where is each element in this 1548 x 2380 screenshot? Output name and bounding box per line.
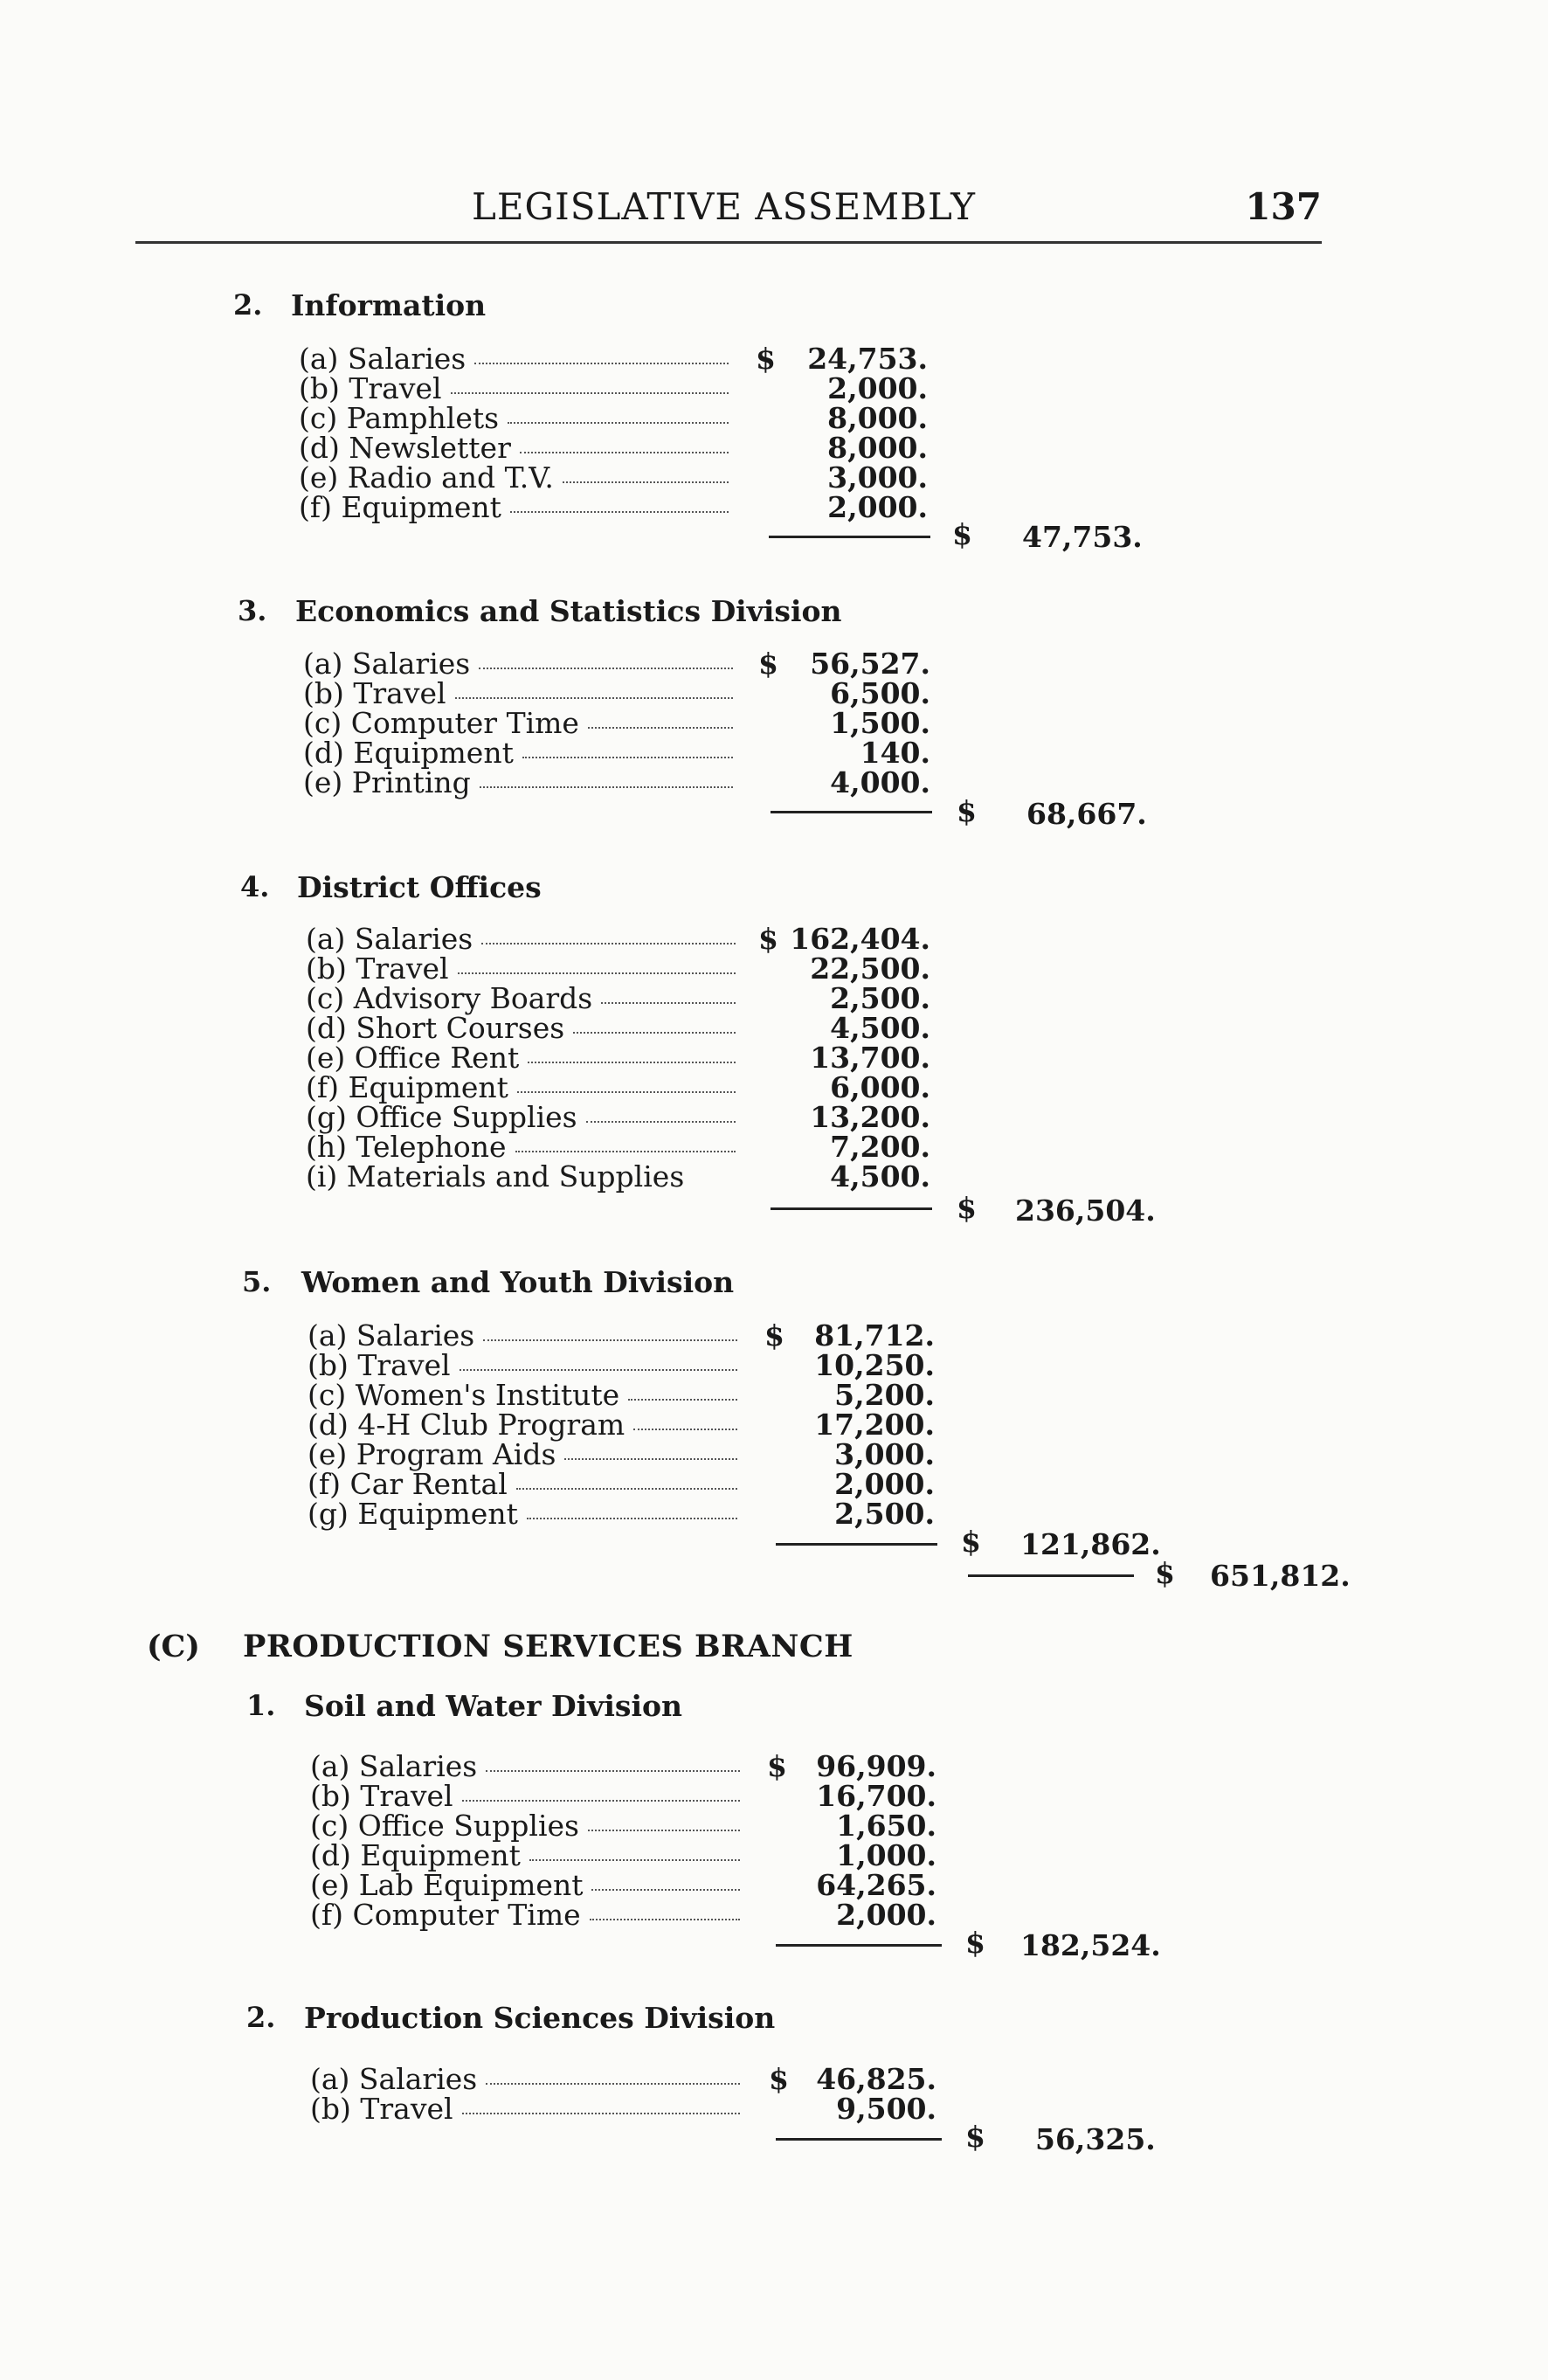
line-amount: 4,000. <box>830 765 930 799</box>
line-amount: 3,000. <box>834 1437 935 1471</box>
line-amount: 2,000. <box>834 1467 935 1501</box>
line-item: (b) Travel <box>308 1351 743 1380</box>
line-amount: 17,200. <box>814 1408 935 1442</box>
line-item: (e) Program Aids <box>308 1440 743 1470</box>
line-amount: 6,000. <box>830 1070 930 1104</box>
line-item: (e) Printing <box>303 768 738 798</box>
currency-sign: $ <box>961 1525 981 1559</box>
subtotal-rule <box>776 2138 942 2141</box>
line-item: (a) Salaries <box>310 1752 745 1782</box>
line-amount: 1,650. <box>836 1809 936 1843</box>
line-amount: 7,200. <box>830 1130 930 1164</box>
branch-total-rule <box>968 1574 1134 1577</box>
subtotal-rule <box>769 536 930 538</box>
line-amount: 140. <box>860 736 930 770</box>
page-header <box>135 185 1322 239</box>
line-item: (g) Equipment <box>308 1499 743 1529</box>
line-amount: 1,500. <box>830 706 930 740</box>
header-rule <box>135 241 1322 244</box>
line-item: (a) Salaries <box>310 2065 745 2094</box>
currency-sign: $ <box>758 647 778 681</box>
line-amount: 81,712. <box>814 1318 935 1353</box>
line-amount: 4,500. <box>830 1159 930 1193</box>
section-number: 4. <box>240 870 270 903</box>
line-amount: 8,000. <box>827 431 928 465</box>
line-amount: 2,000. <box>827 371 928 405</box>
currency-sign: $ <box>764 1318 784 1353</box>
line-amount: 96,909. <box>816 1749 936 1783</box>
line-amount: 13,200. <box>810 1100 930 1134</box>
section-subtotal: 68,667. <box>1026 797 1147 831</box>
line-amount: 9,500. <box>836 2092 936 2126</box>
section-heading: District Offices <box>297 870 542 904</box>
currency-sign: $ <box>767 1749 787 1783</box>
page-number: 137 <box>1245 185 1322 228</box>
line-amount: 162,404. <box>790 922 930 956</box>
subtotal-rule <box>776 1543 937 1546</box>
line-item: (d) Equipment <box>310 1841 745 1871</box>
section-heading: Economics and Statistics Division <box>295 594 842 628</box>
currency-sign: $ <box>952 517 972 551</box>
subtotal-rule <box>771 1207 932 1210</box>
line-item: (d) 4-H Club Program <box>308 1410 743 1440</box>
line-item: (c) Pamphlets <box>299 404 734 433</box>
line-item: (a) Salaries <box>299 344 734 374</box>
line-item: (a) Salaries <box>306 924 741 954</box>
currency-sign: $ <box>1155 1556 1175 1590</box>
line-item: (f) Computer Time <box>310 1900 745 1930</box>
branch-title: PRODUCTION SERVICES BRANCH <box>243 1629 853 1664</box>
line-item: (a) Salaries <box>308 1321 743 1351</box>
line-item: (f) Equipment <box>299 493 734 522</box>
line-amount: 10,250. <box>814 1348 935 1382</box>
line-item: (c) Office Supplies <box>310 1811 745 1841</box>
line-item: (b) Travel <box>306 954 741 984</box>
line-amount: 2,000. <box>836 1898 936 1932</box>
line-item: (d) Short Courses <box>306 1014 741 1043</box>
section-subtotal: 182,524. <box>1020 1928 1161 1962</box>
section-subtotal: 121,862. <box>1020 1527 1161 1561</box>
currency-sign: $ <box>965 2120 985 2154</box>
currency-sign: $ <box>957 794 977 828</box>
line-item: (b) Travel <box>303 679 738 709</box>
line-item: (f) Car Rental <box>308 1470 743 1499</box>
section-number: 5. <box>242 1265 272 1298</box>
line-amount: 56,527. <box>810 647 930 681</box>
line-amount: 22,500. <box>810 951 930 986</box>
line-amount: 4,500. <box>830 1011 930 1045</box>
currency-sign: $ <box>758 922 778 956</box>
section-number: 2. <box>233 288 263 322</box>
line-item: (c) Women's Institute <box>308 1380 743 1410</box>
line-item: (b) Travel <box>299 374 734 404</box>
line-amount: 6,500. <box>830 676 930 710</box>
section-number: 1. <box>246 1689 276 1722</box>
line-item: (h) Telephone <box>306 1132 741 1162</box>
line-item: (b) Travel <box>310 2094 745 2124</box>
section-subtotal: 236,504. <box>1015 1193 1156 1228</box>
line-item: (i) Materials and Supplies <box>306 1159 685 1193</box>
currency-sign: $ <box>756 342 776 376</box>
line-amount: 13,700. <box>810 1041 930 1075</box>
section-number: 2. <box>246 2001 276 2034</box>
page-title: LEGISLATIVE ASSEMBLY <box>472 185 976 228</box>
line-item: (g) Office Supplies <box>306 1103 741 1132</box>
line-amount: 5,200. <box>834 1378 935 1412</box>
line-item: (e) Office Rent <box>306 1043 741 1073</box>
currency-sign: $ <box>957 1191 977 1225</box>
line-item: (e) Radio and T.V. <box>299 463 734 493</box>
subtotal-rule <box>771 811 932 813</box>
line-amount: 1,000. <box>836 1838 936 1872</box>
section-heading: Soil and Water Division <box>304 1689 683 1723</box>
line-item: (b) Travel <box>310 1782 745 1811</box>
line-amount: 2,000. <box>827 490 928 524</box>
branch-letter: (C) <box>147 1629 200 1664</box>
line-amount: 2,500. <box>834 1497 935 1531</box>
line-item: (c) Advisory Boards <box>306 984 741 1014</box>
section-subtotal: 47,753. <box>1022 520 1143 554</box>
line-amount: 8,000. <box>827 401 928 435</box>
currency-sign: $ <box>965 1926 985 1960</box>
line-amount: 46,825. <box>816 2062 936 2096</box>
subtotal-rule <box>776 1944 942 1947</box>
line-amount: 16,700. <box>816 1779 936 1813</box>
line-amount: 3,000. <box>827 460 928 495</box>
currency-sign: $ <box>769 2062 789 2096</box>
section-heading: Production Sciences Division <box>304 2001 776 2035</box>
line-item: (e) Lab Equipment <box>310 1871 745 1900</box>
section-subtotal: 56,325. <box>1035 2122 1156 2156</box>
section-number: 3. <box>238 594 267 627</box>
section-heading: Information <box>291 288 487 322</box>
line-amount: 2,500. <box>830 981 930 1015</box>
line-item: (d) Newsletter <box>299 433 734 463</box>
line-amount: 64,265. <box>816 1868 936 1902</box>
line-item: (d) Equipment <box>303 738 738 768</box>
line-item: (a) Salaries <box>303 649 738 679</box>
line-amount: 24,753. <box>807 342 928 376</box>
line-item: (f) Equipment <box>306 1073 741 1103</box>
line-item: (c) Computer Time <box>303 709 738 738</box>
section-heading: Women and Youth Division <box>301 1265 735 1299</box>
branch-total: 651,812. <box>1210 1559 1351 1593</box>
